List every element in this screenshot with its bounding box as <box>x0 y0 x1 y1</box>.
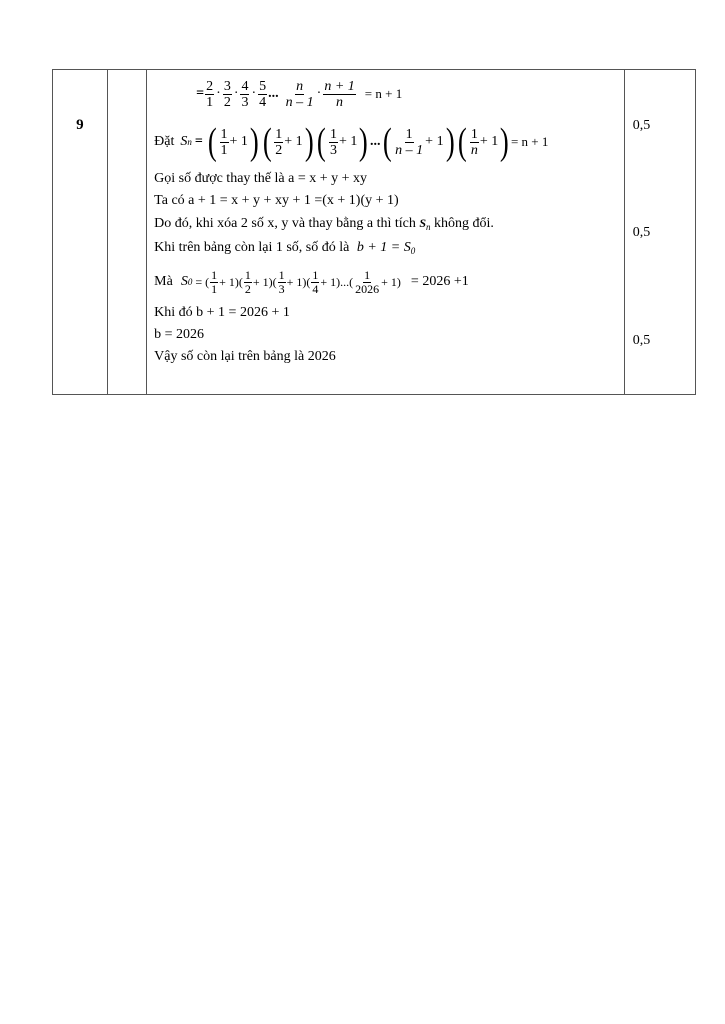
fraction-n-plus-1-over-n: $\frac{n + 1}{n}$ <box>324 78 355 110</box>
fraction-1-over-n: $\frac{1}{n}$ <box>470 126 478 158</box>
solution-cell <box>147 70 625 395</box>
score-cell <box>624 70 695 395</box>
fraction-1-2026: $\frac{1}{2026}$ <box>355 267 380 296</box>
question-number-cell <box>53 70 108 395</box>
fraction-5-4: $\frac{5}{4}$ <box>259 78 267 110</box>
part-cell <box>107 70 146 395</box>
text-line-9: b = 2026 <box>154 327 205 342</box>
equals-sign: = <box>194 134 203 149</box>
fraction-1-over-n-minus-1: $\frac{1}{n - 1}$ <box>395 126 424 158</box>
fraction-1-1: $\frac{1}{1}$ <box>220 126 228 158</box>
fraction-1-1: $\frac{1}{1}$ <box>211 267 218 296</box>
text-line-8: Khi đó b + 1 = 2026 + 1 <box>154 305 290 320</box>
fraction-1-4: $\frac{1}{4}$ <box>312 267 319 296</box>
text-line-3: Gọi số được thay thế là a = x + y + xy <box>154 171 368 186</box>
symbol-s: S <box>180 134 188 149</box>
text-line-5: Do đó, khi xóa 2 số x, y và thay bằng a thì tích $S_n$ không đổi. <box>154 216 494 232</box>
text-line-6: Khi trên bảng còn lại 1 số, số đó là $b + 1 = S_0$ <box>154 240 416 256</box>
score-3: 0,5 <box>632 333 651 348</box>
answer-table <box>52 69 696 395</box>
text-line-10: Vậy số còn lại trên bảng là 2026 <box>154 349 336 364</box>
fraction-2-1: $\frac{2}{1}$ <box>206 78 214 110</box>
fraction-1-3: $\frac{1}{3}$ <box>278 267 285 296</box>
fraction-1-2: $\frac{1}{2}$ <box>244 267 251 296</box>
label-dat: Đặt <box>154 134 175 149</box>
result-n-plus-1: = n + 1 <box>510 134 549 149</box>
equals-sign: = <box>196 86 205 101</box>
s0-equation: Mà S 0 = ( $\frac{1}{1}$ + 1)( $\frac{1}{2}$ + 1)( $\frac{1}{3}$ + 1)( $\frac{1}{4}$ + 1)...( $\frac{1}{2026}$ + 1) = 2026 +1 <box>154 267 469 296</box>
fraction-4-3: $\frac{4}{3}$ <box>241 78 249 110</box>
ellipsis: ... <box>268 86 279 101</box>
text-line-4: Ta có a + 1 = x + y + xy + 1 =(x + 1)(y + 1) <box>154 193 399 208</box>
result-n-plus-1: = n + 1 <box>364 86 403 101</box>
fraction-3-2: $\frac{3}{2}$ <box>223 78 231 110</box>
score-2: 0,5 <box>632 225 651 240</box>
fraction-1-2: $\frac{1}{2}$ <box>275 126 283 158</box>
score-1: 0,5 <box>632 118 651 133</box>
question-number: 9 <box>76 117 84 133</box>
fraction-n-over-n-minus-1: $\frac{n}{n - 1}$ <box>285 78 314 110</box>
fraction-1-3: $\frac{1}{3}$ <box>329 126 337 158</box>
table-row <box>53 70 696 395</box>
definition-sn: Đặt S n = ( $\frac{1}{1}$ + 1 ) ( $\frac{1}{2}$ + 1 ) ( $\frac{1}{3}$ + 1 ) ... ( $\frac{1}{n - 1}$ + 1 ) ( $\frac{1}{n}$ + 1 ) = n + 1 <box>154 121 549 163</box>
product-equation: = $\frac{2}{1}$ · $\frac{3}{2}$ · $\frac{4}{3}$ · $\frac{5}{4}$ ... $\frac{n}{n - 1}$ · $\frac{n + 1}{n}$ = n + 1 <box>196 78 403 110</box>
